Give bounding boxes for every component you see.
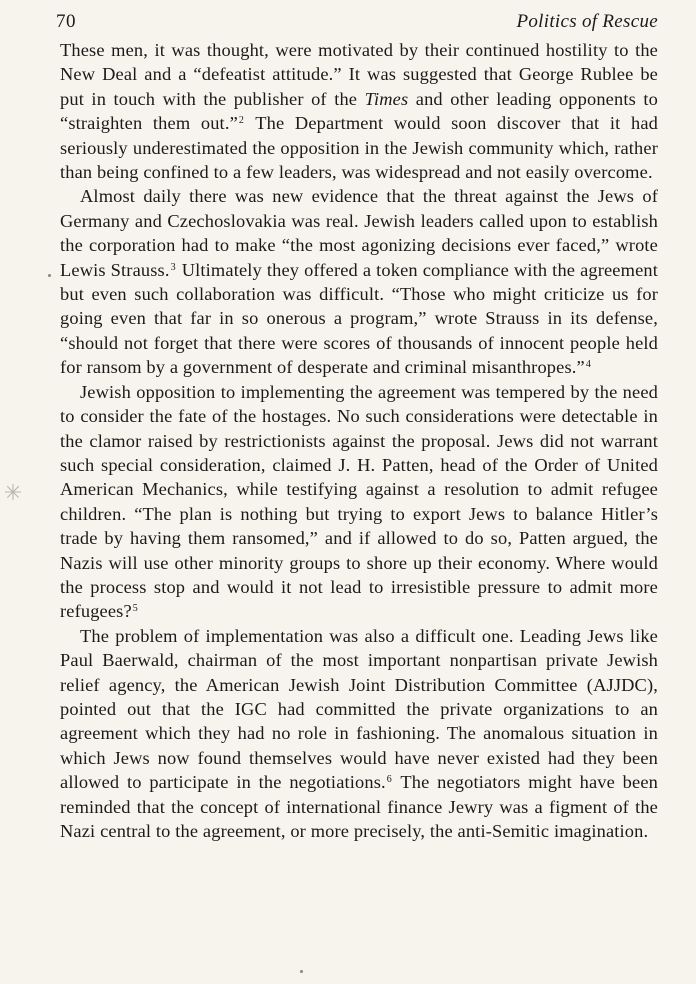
margin-speck	[48, 274, 51, 277]
running-head-title: Politics of Rescue	[516, 11, 658, 32]
text-run: These men, it was thought, were motivated by their continued hostility to the New Deal and a “defeatist attitude.” It was suggested that George Rublee be put in touch with the publisher of the	[60, 40, 658, 109]
footnote-marker: 2	[238, 115, 245, 127]
paragraph	[60, 380, 658, 624]
paragraph	[60, 38, 658, 184]
italic-text: Times	[364, 88, 409, 109]
footnote-marker: 3	[170, 261, 176, 273]
page-number: 70	[56, 11, 76, 32]
footnote-marker: 6	[386, 774, 392, 786]
body-text	[60, 38, 658, 843]
paragraph	[60, 184, 658, 379]
page-smudge-mark: ✳	[3, 480, 23, 505]
text-run: and other leading opponents to “straighten them out.”	[60, 88, 658, 134]
text-run: Almost daily there was new evidence that the threat against the Jews of Germany and Czechoslovakia was real. Jewish leaders called upon to establish the corporation had to make “the most agonizing decisions ever faced,” wrote Lewis Strauss.	[60, 186, 658, 280]
running-head	[56, 6, 658, 38]
footnote-marker: 5	[132, 603, 138, 615]
paragraph	[60, 624, 658, 844]
text-run: The Department would soon discover that it had seriously underestimated the opposition in the Jewish community which, rather than being confined to a few leaders, was widespread and not easily overcome.	[60, 113, 658, 183]
text-run: Jewish opposition to implementing the agreement was tempered by the need to consider the fate of the hostages. No such considerations were detectable in the clamor raised by restrictionists against the proposal. Jews did not warrant such special consideration, claimed J. H. Patten, head of the Order of United American Mechanics, while testifying against a resolution to admit refugee children. “The plan is nothing but trying to export Jews to balance Hitler’s trade by having them ransomed,” and if allowed to do so, Patten argued, the Nazis will use other minority groups to shore up their economy. Where would the process stop and would it not lead to irresistible pressure to admit more refugees?	[60, 381, 658, 622]
text-run: The negotiators might have been reminded that the concept of international finance Jewry was a figment of the Nazi central to the agreement, or more precisely, the anti-Semitic imagination.	[60, 772, 658, 841]
text-run: Ultimately they offered a token compliance with the agreement but even such collaboration was difficult. “Those who might criticize us for going even that far in so onerous a program,” wrote Strauss in its defense, “should not forget that there were scores of thousands of innocent people held for ransom by a government of desperate and criminal misanthropes.”	[60, 259, 658, 378]
footnote-marker: 4	[585, 359, 591, 371]
margin-speck	[300, 970, 303, 973]
text-run: The problem of implementation was also a difficult one. Leading Jews like Paul Baerwald, chairman of the most important nonpartisan private Jewish relief agency, the American Jewish Joint Distribution Committee (AJJDC), pointed out that the IGC had committed the private organizations to an agreement which they had no role in fashioning. The anomalous situation in which Jews now found themselves would have never existed had they been allowed to participate in the negotiations.	[60, 625, 658, 793]
